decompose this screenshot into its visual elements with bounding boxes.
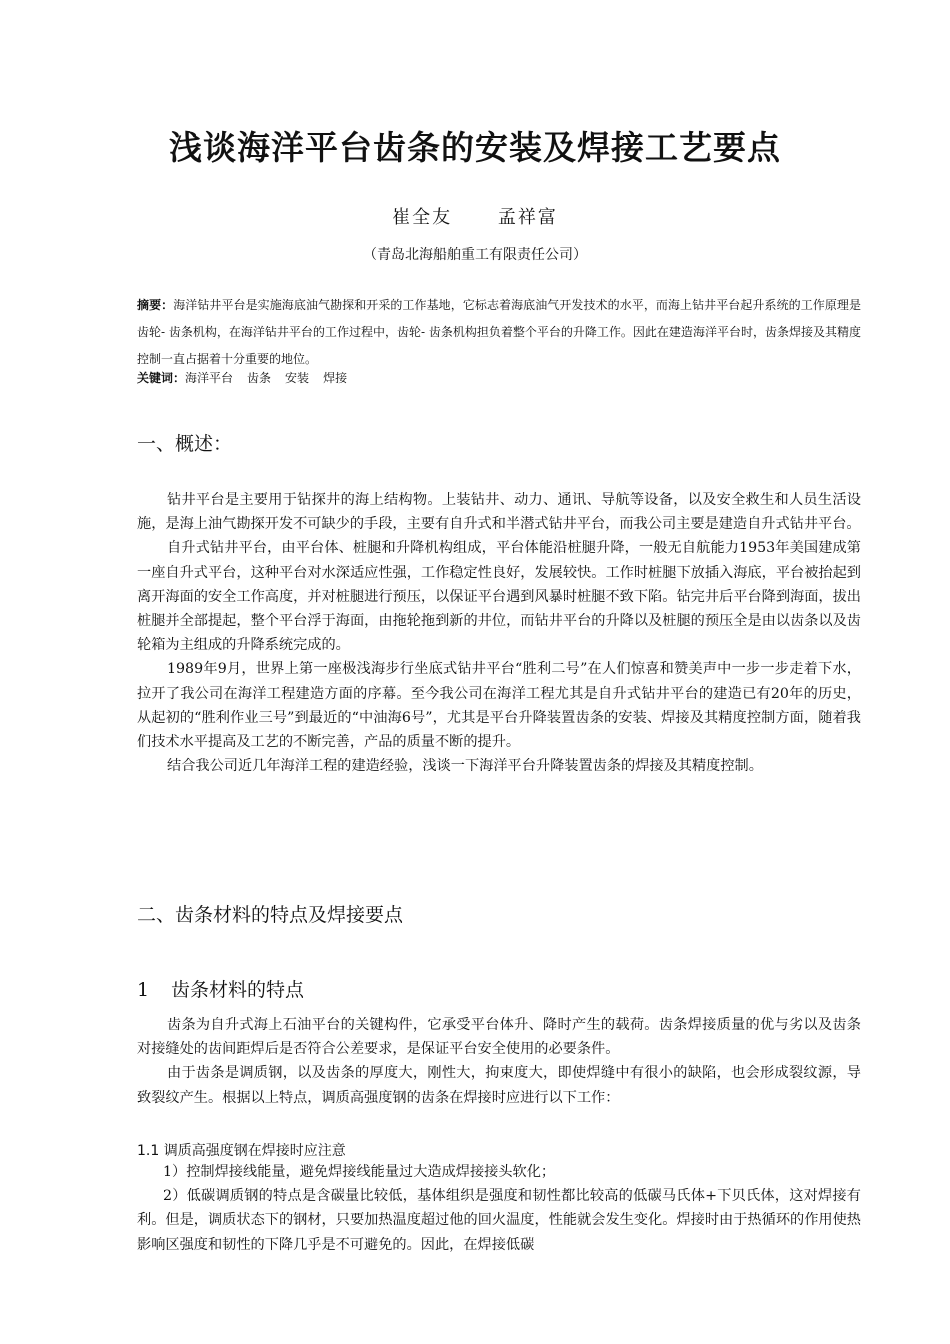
section-overview-body [137, 488, 861, 778]
subsection-body [137, 1013, 861, 1110]
list-item: 2）低碳调质钢的特点是含碳量比较低，基体组织是强度和韧性都比较高的低碳马氏体+下贝氏体，这对焊接有利。但是，调质状态下的钢材，只要加热温度超过他的回火温度，性能就会发生变化。焊接时由于热循环的作用使热影响区强度和韧性的下降几乎是不可避免的。因此，在焊接低碳 [137, 1188, 861, 1253]
abstract-text: 海洋钻井平台是实施海底油气勘探和开采的工作基地，它标志着海底油气开发技术的水平，而海上钻井平台起升系统的工作原理是齿轮- 齿条机构，在海洋钻井平台的工作过程中，齿轮- 齿条机构担负着整个平台的升降工作。因此在建造海洋平台时，齿条焊接及其精度控制一直占据着十分重要的地位。 [137, 298, 861, 366]
paragraph: 由于齿条是调质钢，以及齿条的厚度大，刚性大，拘束度大，即使焊缝中有很小的缺陷，也会形成裂纹源，导致裂纹产生。根据以上特点，调质高强度钢的齿条在焊接时应进行以下工作： [137, 1065, 861, 1106]
subsection-number: 1 [137, 979, 150, 1001]
keywords-label: 关键词： [137, 371, 186, 385]
paper-title: 浅谈海洋平台齿条的安装及焊接工艺要点 [169, 128, 781, 167]
subsection-heading [137, 975, 304, 1002]
affiliation: （青岛北海船舶重工有限责任公司） [363, 247, 587, 263]
subsection-title: 齿条材料的特点 [171, 979, 305, 1001]
keyword: 海洋平台 [185, 371, 234, 385]
subsubsection-heading: 1.1 调质高强度钢在焊接时应注意 [137, 1143, 346, 1159]
keywords [137, 367, 861, 389]
paragraph: 钻井平台是主要用于钻探井的海上结构物。上装钻井、动力、通讯、导航等设备，以及安全救生和人员生活设施，是海上油气勘探开发不可缺少的手段，主要有自升式和半潜式钻井平台，而我公司主要是建造自升式钻井平台。 [137, 492, 861, 533]
keyword: 焊接 [323, 371, 348, 385]
keyword: 安装 [285, 371, 310, 385]
section-heading-overview: 一、概述： [137, 433, 233, 455]
author-name: 崔全友 [392, 207, 453, 228]
author-name: 孟祥富 [497, 207, 558, 228]
list-item: 1）控制焊接线能量，避免焊接线能量过大造成焊接接头软化； [163, 1164, 556, 1180]
paragraph: 自升式钻井平台，由平台体、桩腿和升降机构组成，平台体能沿桩腿升降，一般无自航能力1953年美国建成第一座自升式平台，这种平台对水深适应性强，工作稳定性良好，发展较快。工作时桩腿下放插入海底，平台被抬起到离开海面的安全工作高度，并对桩腿进行预压，以保证平台遇到风暴时桩腿不致下陷。钻完井后平台降到海面，拔出桩腿并全部提起，整个平台浮于海面，由拖轮拖到新的井位，而钻井平台的升降以及桩腿的预压全是由以齿条以及齿轮箱为主组成的升降系统完成的。 [137, 540, 861, 654]
section-heading-materials: 二、齿条材料的特点及焊接要点 [137, 904, 404, 926]
paragraph: 1989年9月，世界上第一座极浅海步行坐底式钻井平台“胜利二号”在人们惊喜和赞美声中一步一步走着下水，拉开了我公司在海洋工程建造方面的序幕。至今我公司在海洋工程尤其是自升式钻井平台的建造已有20年的历史，从起初的“胜利作业三号”到最近的“中油海6号”，尤其是平台升降装置齿条的安装、焊接及其精度控制方面，随着我们技术水平提高及工艺的不断完善，产品的质量不断的提升。 [137, 661, 861, 751]
subsubsection-list [137, 1160, 861, 1257]
authors [0, 203, 950, 229]
abstract [137, 292, 861, 373]
keyword: 齿条 [247, 371, 272, 385]
abstract-label: 摘要： [137, 298, 174, 312]
paragraph: 齿条为自升式海上石油平台的关键构件，它承受平台体升、降时产生的载荷。齿条焊接质量的优与劣以及齿条对接缝处的齿间距焊后是否符合公差要求，是保证平台安全使用的必要条件。 [137, 1017, 861, 1058]
paragraph: 结合我公司近几年海洋工程的建造经验，浅谈一下海洋平台升降装置齿条的焊接及其精度控制。 [167, 758, 763, 775]
